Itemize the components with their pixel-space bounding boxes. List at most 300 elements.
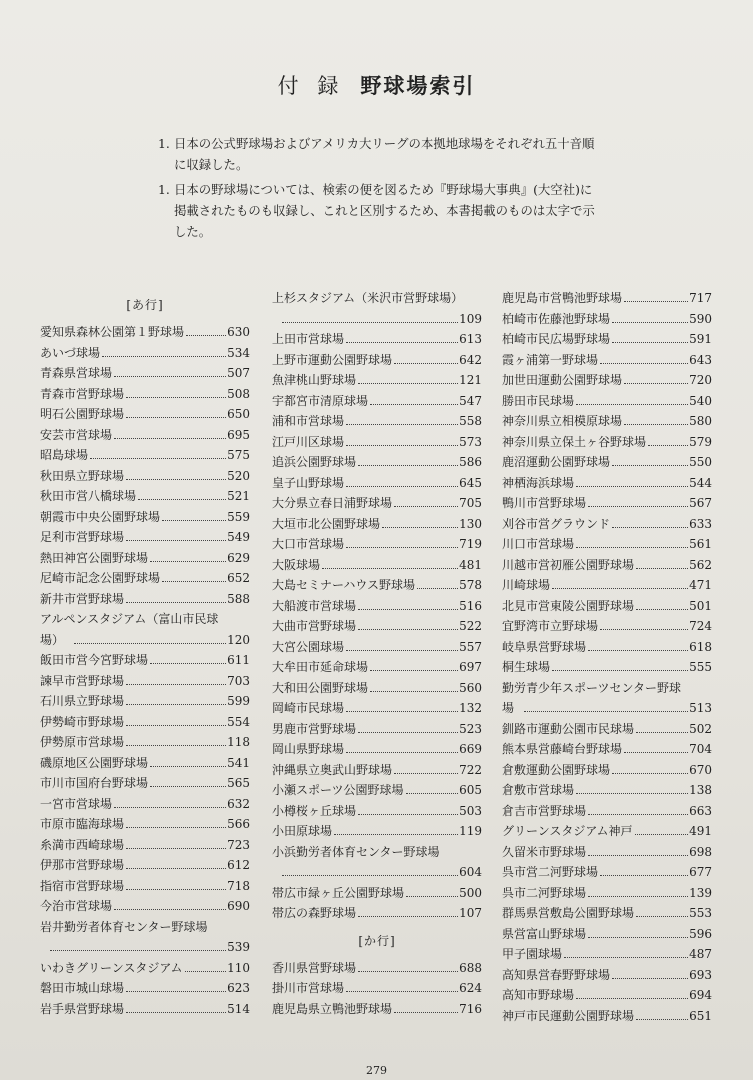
- leader-dots: [126, 540, 226, 541]
- entry-page: 118: [227, 735, 250, 749]
- leader-dots: [150, 766, 226, 767]
- entry-page: 562: [689, 557, 712, 572]
- leader-dots: [370, 691, 458, 692]
- entry-name: 魚津桃山野球場: [272, 373, 357, 387]
- index-entry: [272, 657, 482, 678]
- leader-dots: [282, 875, 458, 876]
- index-entry: [40, 732, 250, 753]
- index-entry: [502, 391, 712, 412]
- index-entry: [502, 739, 712, 760]
- index-entry: [502, 473, 712, 494]
- leader-dots: [102, 356, 226, 357]
- leader-dots: [358, 732, 458, 733]
- entry-name: 倉敷市営球場: [502, 783, 575, 797]
- entry-name: 帯広市緑ヶ丘公園野球場: [272, 885, 405, 900]
- leader-dots: [624, 383, 688, 384]
- entry-page: 716: [459, 1001, 482, 1016]
- section-header: [あ行]: [126, 298, 164, 312]
- entry-page: 557: [459, 639, 482, 654]
- leader-dots: [126, 704, 226, 705]
- index-entry: [40, 835, 250, 856]
- leader-dots: [126, 397, 226, 398]
- entry-name: 群馬県営敷島公園野球場: [502, 906, 635, 920]
- leader-dots: [564, 957, 688, 958]
- leader-dots: [394, 506, 458, 507]
- entry-page: 632: [227, 796, 250, 811]
- entry-name: 柏崎市佐藤池野球場: [502, 311, 611, 326]
- leader-dots: [126, 745, 226, 746]
- index-entry: [272, 978, 482, 999]
- index-entry: [272, 678, 482, 699]
- entry-page: 590: [689, 311, 712, 326]
- entry-name: 小田原球場: [272, 824, 333, 838]
- leader-dots: [600, 875, 688, 876]
- index-entry: [502, 452, 712, 473]
- leader-dots: [612, 773, 688, 774]
- entry-page: 514: [227, 1001, 250, 1016]
- leader-dots: [636, 568, 688, 569]
- index-entry: [272, 719, 482, 740]
- index-entry: [502, 514, 712, 535]
- index-entry: [272, 350, 482, 371]
- entry-name: 磐田市城山球場: [40, 981, 125, 995]
- leader-dots: [600, 363, 688, 364]
- leader-dots: [624, 301, 688, 302]
- index-entry: [40, 753, 250, 774]
- entry-name: 上野市運動公園野球場: [272, 352, 393, 367]
- entry-page: 618: [689, 639, 712, 654]
- index-entry: [502, 883, 712, 904]
- entry-page: 561: [689, 537, 712, 551]
- leader-dots: [612, 465, 688, 466]
- entry-name: 秋田県立野球場: [40, 468, 125, 483]
- entry-name: 石川県立野球場: [40, 694, 125, 708]
- index-entry: [40, 589, 250, 610]
- entry-name: 小浜勤労者体育センター野球場: [272, 844, 440, 859]
- entry-name: 大垣市北公園野球場: [272, 516, 381, 531]
- leader-dots: [636, 732, 688, 733]
- entry-name: 市原市臨海球場: [40, 817, 125, 831]
- index-entry: [502, 637, 712, 658]
- entry-name: 指宿市営野球場: [40, 878, 125, 893]
- entry-page: 575: [227, 448, 250, 462]
- index-entry: [40, 363, 250, 384]
- index-entry: [502, 1006, 712, 1027]
- leader-dots: [346, 342, 458, 343]
- entry-name: 岡崎市民球場: [272, 701, 345, 715]
- leader-dots: [588, 814, 688, 815]
- index-column-1: [40, 288, 250, 1019]
- entry-page: 612: [227, 858, 250, 872]
- entry-name: 足利市営野球場: [40, 530, 125, 544]
- entry-name-cont: 場）: [40, 632, 65, 647]
- entry-name: 熊本県営藤崎台野球場: [502, 742, 623, 756]
- index-entry: [272, 493, 482, 514]
- index-entry: [502, 329, 712, 350]
- entry-page: 565: [227, 776, 250, 790]
- entry-page: 521: [227, 489, 250, 503]
- entry-name: 今治市営球場: [40, 899, 113, 913]
- entry-page: 599: [227, 694, 250, 708]
- entry-name: いわきグリーンスタジアム: [40, 960, 183, 975]
- leader-dots: [126, 889, 226, 890]
- entry-name: 秋田市営八橋球場: [40, 489, 137, 503]
- leader-dots: [150, 786, 226, 787]
- index-entry: [272, 473, 482, 494]
- entry-name: 神奈川県立相模原球場: [502, 414, 623, 428]
- index-entry: [502, 555, 712, 576]
- entry-name: 神栖海浜球場: [502, 475, 575, 490]
- entry-name: 新井市営野球場: [40, 591, 125, 606]
- index-entry: [40, 343, 250, 364]
- index-entry: [272, 999, 482, 1020]
- entry-name: 宜野湾市立野球場: [502, 619, 599, 633]
- index-column-3: [502, 288, 712, 1026]
- entry-name: 倉敷運動公園野球場: [502, 762, 611, 777]
- entry-page: 719: [459, 537, 482, 551]
- note-text: 日本の野球場については、検索の便を図るため『野球場大事典』(大空社)に掲載されたものも収録し、これと区別するため、本書掲載のものは太字で示した。: [174, 182, 595, 239]
- entry-name: グリーンスタジアム神戸: [502, 824, 633, 838]
- index-entry: [40, 466, 250, 487]
- entry-page: 688: [459, 960, 482, 975]
- entry-page: 541: [227, 755, 250, 770]
- index-entry: [272, 739, 482, 760]
- entry-name: 伊勢崎市野球場: [40, 714, 125, 729]
- entry-name: 市川市国府台野球場: [40, 776, 149, 790]
- entry-name: 岩手県営野球場: [40, 1001, 125, 1016]
- index-entry: [40, 384, 250, 405]
- index-entry: [272, 842, 482, 863]
- index-entry: [272, 391, 482, 412]
- entry-page: 693: [689, 967, 712, 982]
- index-entry: [502, 780, 712, 801]
- entry-page: 534: [227, 345, 250, 360]
- entry-name: 昭島球場: [40, 448, 89, 462]
- entry-name: 沖縄県立奥武山野球場: [272, 762, 393, 777]
- entry-page: 605: [459, 783, 482, 797]
- leader-dots: [382, 527, 458, 528]
- entry-name: 追浜公園野球場: [272, 455, 357, 469]
- entry-name: 青森市営野球場: [40, 386, 125, 401]
- leader-dots: [114, 438, 226, 439]
- entry-page: 651: [689, 1008, 712, 1023]
- entry-name: 呉市営二河野球場: [502, 865, 599, 879]
- index-entry: [40, 527, 250, 548]
- leader-dots: [126, 991, 226, 992]
- entry-name: 桐生球場: [502, 660, 551, 674]
- entry-page: 522: [459, 619, 482, 633]
- entry-name: 倉吉市営野球場: [502, 803, 587, 818]
- leader-dots: [358, 383, 458, 384]
- leader-dots: [346, 486, 458, 487]
- index-entry: [272, 637, 482, 658]
- index-entry: [272, 288, 482, 309]
- index-entry: [272, 555, 482, 576]
- index-entry: [502, 350, 712, 371]
- leader-dots: [624, 424, 688, 425]
- entry-page: 580: [689, 414, 712, 428]
- entry-page: 722: [459, 762, 482, 777]
- entry-name: 大口市営球場: [272, 537, 345, 551]
- entry-page: 491: [689, 824, 712, 838]
- index-entry: [40, 896, 250, 917]
- leader-dots: [346, 445, 458, 446]
- appendix-label: 付 録: [277, 74, 345, 98]
- index-entry: [272, 780, 482, 801]
- entry-page: 507: [227, 366, 250, 380]
- entry-name: 甲子園球場: [502, 947, 563, 961]
- entry-name: 浦和市営球場: [272, 414, 345, 428]
- entry-page: 500: [459, 885, 482, 900]
- leader-dots: [600, 629, 688, 630]
- entry-name: 大阪球場: [272, 557, 321, 572]
- leader-dots: [126, 684, 226, 685]
- index-entry: [502, 821, 712, 842]
- entry-page: 698: [689, 844, 712, 859]
- leader-dots: [126, 1012, 226, 1013]
- entry-name: 諫早市営野球場: [40, 673, 125, 688]
- entry-name: 鹿児島県立鴨池野球場: [272, 1001, 393, 1016]
- leader-dots: [417, 588, 458, 589]
- page-number: 279: [366, 1064, 387, 1077]
- entry-name: 宇都宮市清原球場: [272, 393, 369, 408]
- leader-dots: [50, 950, 226, 951]
- leader-dots: [126, 827, 226, 828]
- entry-page: 558: [459, 414, 482, 428]
- leader-dots: [90, 458, 226, 459]
- leader-dots: [636, 916, 688, 917]
- index-entry: [272, 534, 482, 555]
- index-entry: [40, 322, 250, 343]
- entry-page: 695: [227, 427, 250, 442]
- entry-name: 高知県営春野野球場: [502, 967, 611, 982]
- leader-dots: [358, 814, 458, 815]
- index-entry: [40, 712, 250, 733]
- index-entry: [502, 801, 712, 822]
- leader-dots: [126, 479, 226, 480]
- entry-page: 559: [227, 509, 250, 524]
- entry-page: 723: [227, 837, 250, 852]
- leader-dots: [186, 335, 226, 336]
- entry-name: 柏崎市民広場野球場: [502, 332, 611, 346]
- index-entry: [272, 958, 482, 979]
- index-entry: [40, 404, 250, 425]
- leader-dots: [612, 978, 688, 979]
- index-entry: [502, 596, 712, 617]
- entry-name: 県営富山野球場: [502, 926, 587, 941]
- leader-dots: [588, 896, 688, 897]
- leader-dots: [126, 417, 226, 418]
- index-entry: [502, 944, 712, 965]
- index-entry: [502, 657, 712, 678]
- entry-name: 青森県営球場: [40, 366, 113, 380]
- entry-page: 567: [689, 496, 712, 510]
- entry-page: 107: [459, 906, 482, 920]
- entry-name: 大分県立春日浦野球場: [272, 496, 393, 510]
- entry-page: 579: [689, 434, 712, 449]
- index-entry: [40, 507, 250, 528]
- leader-dots: [185, 971, 227, 972]
- note-2: [158, 179, 598, 242]
- entry-page: 502: [689, 721, 712, 736]
- note-mark: 1.: [158, 182, 170, 197]
- index-entry: [40, 917, 250, 938]
- index-entry: [40, 773, 250, 794]
- index-entry: [40, 568, 250, 589]
- section-header: [か行]: [358, 933, 396, 948]
- index-entry: [40, 876, 250, 897]
- leader-dots: [636, 609, 688, 610]
- index-entry: [272, 883, 482, 904]
- index-entry: [502, 616, 712, 637]
- entry-name: 北見市営東陵公園野球場: [502, 598, 635, 613]
- index-entry-continuation: [40, 630, 250, 651]
- entry-page: 704: [689, 742, 712, 756]
- index-entry: [502, 370, 712, 391]
- entry-page: 650: [227, 407, 250, 421]
- index-entry: [502, 985, 712, 1006]
- index-entry: [272, 616, 482, 637]
- entry-page: 503: [459, 803, 482, 818]
- entry-name: 飯田市営今宮野球場: [40, 653, 149, 667]
- index-entry: [40, 691, 250, 712]
- leader-dots: [394, 363, 458, 364]
- index-entry: [40, 814, 250, 835]
- leader-dots: [552, 588, 688, 589]
- leader-dots: [114, 909, 226, 910]
- entry-name: 勝田市民球場: [502, 393, 575, 408]
- entry-name: 加世田運動公園野球場: [502, 373, 623, 387]
- leader-dots: [576, 404, 688, 405]
- entry-name: 上田市営球場: [272, 332, 345, 346]
- leader-dots: [576, 998, 688, 999]
- entry-page: 553: [689, 906, 712, 920]
- index-entry: [40, 855, 250, 876]
- entry-page: 645: [459, 475, 482, 490]
- entry-name: アルペンスタジアム（富山市民球: [40, 612, 219, 626]
- leader-dots: [612, 322, 688, 323]
- leader-dots: [346, 547, 458, 548]
- leader-dots: [648, 445, 688, 446]
- index-entry: [40, 609, 250, 630]
- leader-dots: [358, 609, 458, 610]
- index-entry-continuation: [40, 937, 250, 958]
- entry-page: 720: [689, 373, 712, 387]
- entry-page: 613: [459, 332, 482, 346]
- entry-name: 岩井勤労者体育センター野球場: [40, 919, 208, 934]
- entry-page: 703: [227, 673, 250, 688]
- entry-name: 伊那市営野球場: [40, 858, 125, 872]
- leader-dots: [162, 520, 226, 521]
- leader-dots: [114, 807, 226, 808]
- entry-page: 119: [459, 824, 482, 838]
- leader-dots: [322, 568, 458, 569]
- index-entry: [272, 596, 482, 617]
- index-entry: [272, 903, 482, 924]
- note-1: [158, 133, 598, 175]
- leader-dots: [370, 404, 458, 405]
- index-entry: [40, 548, 250, 569]
- leader-dots: [74, 643, 226, 644]
- entry-page: 588: [227, 591, 250, 606]
- entry-name: あいづ球場: [40, 345, 101, 360]
- entry-name: 岐阜県営野球場: [502, 639, 587, 654]
- entry-page: 586: [459, 455, 482, 469]
- leader-dots: [612, 342, 688, 343]
- leader-dots: [358, 916, 458, 917]
- entry-name: 大島セミナーハウス野球場: [272, 578, 416, 592]
- leader-dots: [346, 752, 458, 753]
- entry-page: 670: [689, 762, 712, 777]
- entry-page: 611: [227, 653, 250, 667]
- index-entry: [40, 425, 250, 446]
- entry-name: 愛知県森林公園第１野球場: [40, 325, 185, 339]
- index-entry: [502, 288, 712, 309]
- entry-name: 高知市野球場: [502, 988, 575, 1002]
- index-entry: [502, 842, 712, 863]
- entry-page: 560: [459, 680, 482, 695]
- leader-dots: [346, 711, 458, 712]
- index-entry: [502, 903, 712, 924]
- note-text: 日本の公式野球場およびアメリカ大リーグの本拠地球場をそれぞれ五十音順に収録した。: [174, 136, 595, 172]
- index-entry-continuation: [272, 309, 482, 330]
- entry-page: 677: [689, 865, 712, 879]
- entry-name: 皇子山野球場: [272, 475, 345, 490]
- leader-dots: [358, 971, 458, 972]
- entry-name: 久留米市野球場: [502, 844, 587, 859]
- entry-name: 明石公園野球場: [40, 407, 125, 421]
- index-entry: [502, 575, 712, 596]
- entry-page: 138: [689, 783, 712, 797]
- index-entry: [272, 452, 482, 473]
- entry-page: 596: [689, 926, 712, 941]
- entry-page: 604: [459, 865, 482, 879]
- leader-dots: [346, 424, 458, 425]
- entry-page: 697: [459, 660, 482, 674]
- index-entry: [272, 432, 482, 453]
- index-entry: [272, 514, 482, 535]
- note-mark: 1.: [158, 136, 170, 151]
- index-entry: [502, 534, 712, 555]
- index-entry: [40, 794, 250, 815]
- entry-name: 川口市営球場: [502, 537, 575, 551]
- entry-name: 熱田神宮公園野球場: [40, 550, 149, 565]
- index-entry: [40, 978, 250, 999]
- entry-page: 724: [689, 619, 712, 633]
- entry-page: 139: [689, 885, 712, 900]
- leader-dots: [588, 855, 688, 856]
- leader-dots: [126, 602, 226, 603]
- leader-dots: [394, 773, 458, 774]
- entry-name: 鴨川市営野球場: [502, 496, 587, 510]
- entry-page: 516: [459, 598, 482, 613]
- index-entry-continuation: [272, 862, 482, 883]
- entry-name: 安芸市営球場: [40, 427, 113, 442]
- entry-page: 591: [689, 332, 712, 346]
- leader-dots: [406, 793, 459, 794]
- entry-name: 霞ヶ浦第一野球場: [502, 352, 599, 367]
- leader-dots: [358, 629, 458, 630]
- entry-name: 朝霞市中央公園野球場: [40, 509, 161, 524]
- index-entry-continuation: [502, 698, 712, 719]
- index-column-2: [272, 288, 482, 1019]
- entry-page: 121: [459, 373, 482, 387]
- index-entry: [502, 432, 712, 453]
- entry-page: 669: [459, 742, 482, 756]
- leader-dots: [358, 465, 458, 466]
- entry-page: 550: [689, 455, 712, 469]
- entry-name: 男鹿市営野球場: [272, 721, 357, 736]
